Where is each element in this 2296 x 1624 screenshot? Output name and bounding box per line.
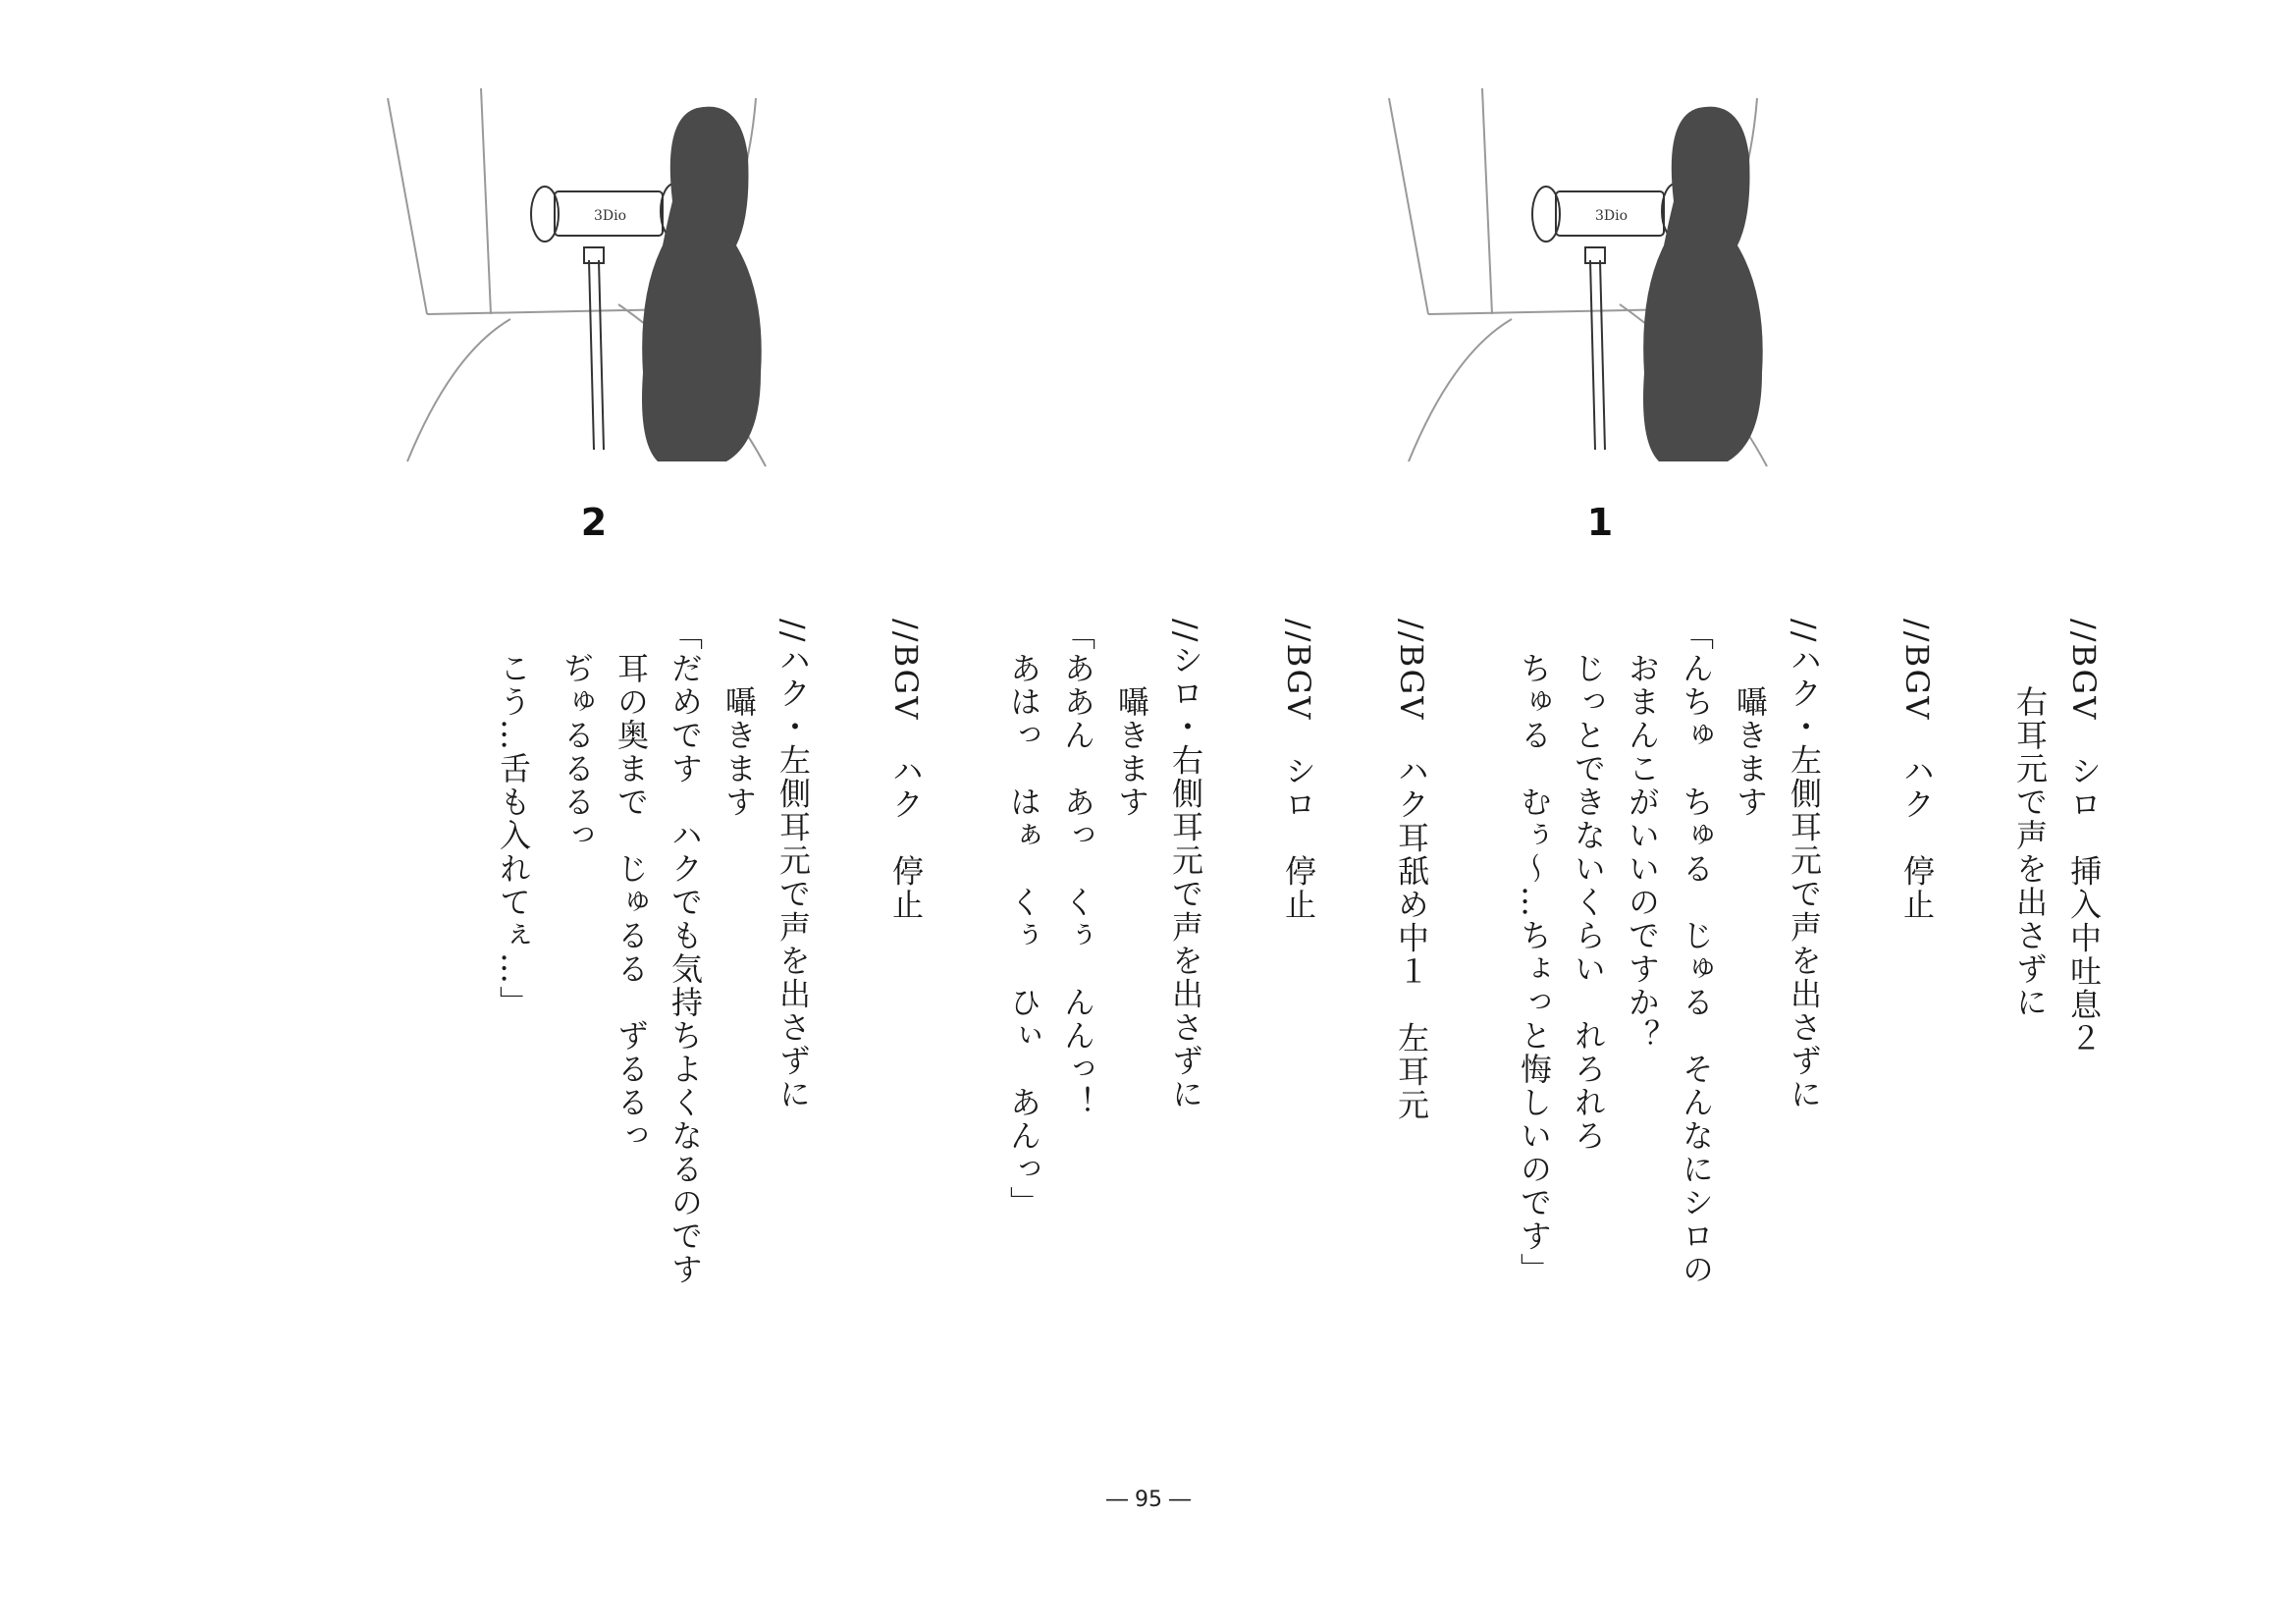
script-line: おまんこがいいのですか？	[1624, 619, 1661, 1053]
script-line: //BGV ハク 停止	[1898, 619, 1936, 922]
mic-label: 3Dio	[594, 208, 627, 224]
script-line: ぢゅるるるっ	[559, 619, 596, 852]
silhouette-figure	[642, 107, 762, 461]
script-line: //BGV ハク耳舐め中１ 左耳元	[1393, 619, 1430, 1122]
script-line: こう…舌も入れてぇ…」	[495, 619, 532, 1019]
script-line: 囁きます	[721, 619, 758, 819]
script-line: あはっ はぁ くぅ ひぃ あんっ」	[1005, 619, 1042, 1219]
script-line: 「んちゅ ちゅる じゅる そんなにシロの	[1678, 619, 1715, 1286]
script-line: 右耳元で声を出さずに	[2011, 619, 2049, 1019]
illustration-panel-2	[373, 79, 834, 471]
silhouette-figure	[1643, 107, 1763, 461]
script-line: //BGV シロ 挿入中吐息２	[2065, 619, 2103, 1056]
script-line: //シロ・右側耳元で声を出さずに	[1167, 619, 1204, 1111]
script-line: //ハク・左側耳元で声を出さずに	[774, 619, 812, 1111]
page-number: ― 95 ―	[1106, 1488, 1191, 1512]
script-line: じっとできないくらい れろれろ	[1570, 619, 1607, 1153]
script-line: 囁きます	[1732, 619, 1769, 819]
mic-label: 3Dio	[1595, 208, 1629, 224]
script-line: //ハク・左側耳元で声を出さずに	[1786, 619, 1823, 1111]
script-line: 耳の奥まで じゅるる ずるるっ	[613, 619, 650, 1153]
script-line: 「ああん あっ くぅ んんっ！	[1059, 619, 1096, 1119]
panel-number-2: 2	[580, 501, 608, 544]
illustration-panel-1	[1374, 79, 1836, 471]
script-line: ちゅる むぅ～…ちょっと悔しいのです」	[1516, 619, 1553, 1286]
script-line: //BGV ハク 停止	[887, 619, 925, 922]
panel-number-1: 1	[1586, 501, 1614, 544]
script-line: 囁きます	[1113, 619, 1150, 819]
script-line: 「だめです ハクでも気持ちよくなるのです	[667, 619, 704, 1286]
script-line: //BGV シロ 停止	[1280, 619, 1317, 922]
